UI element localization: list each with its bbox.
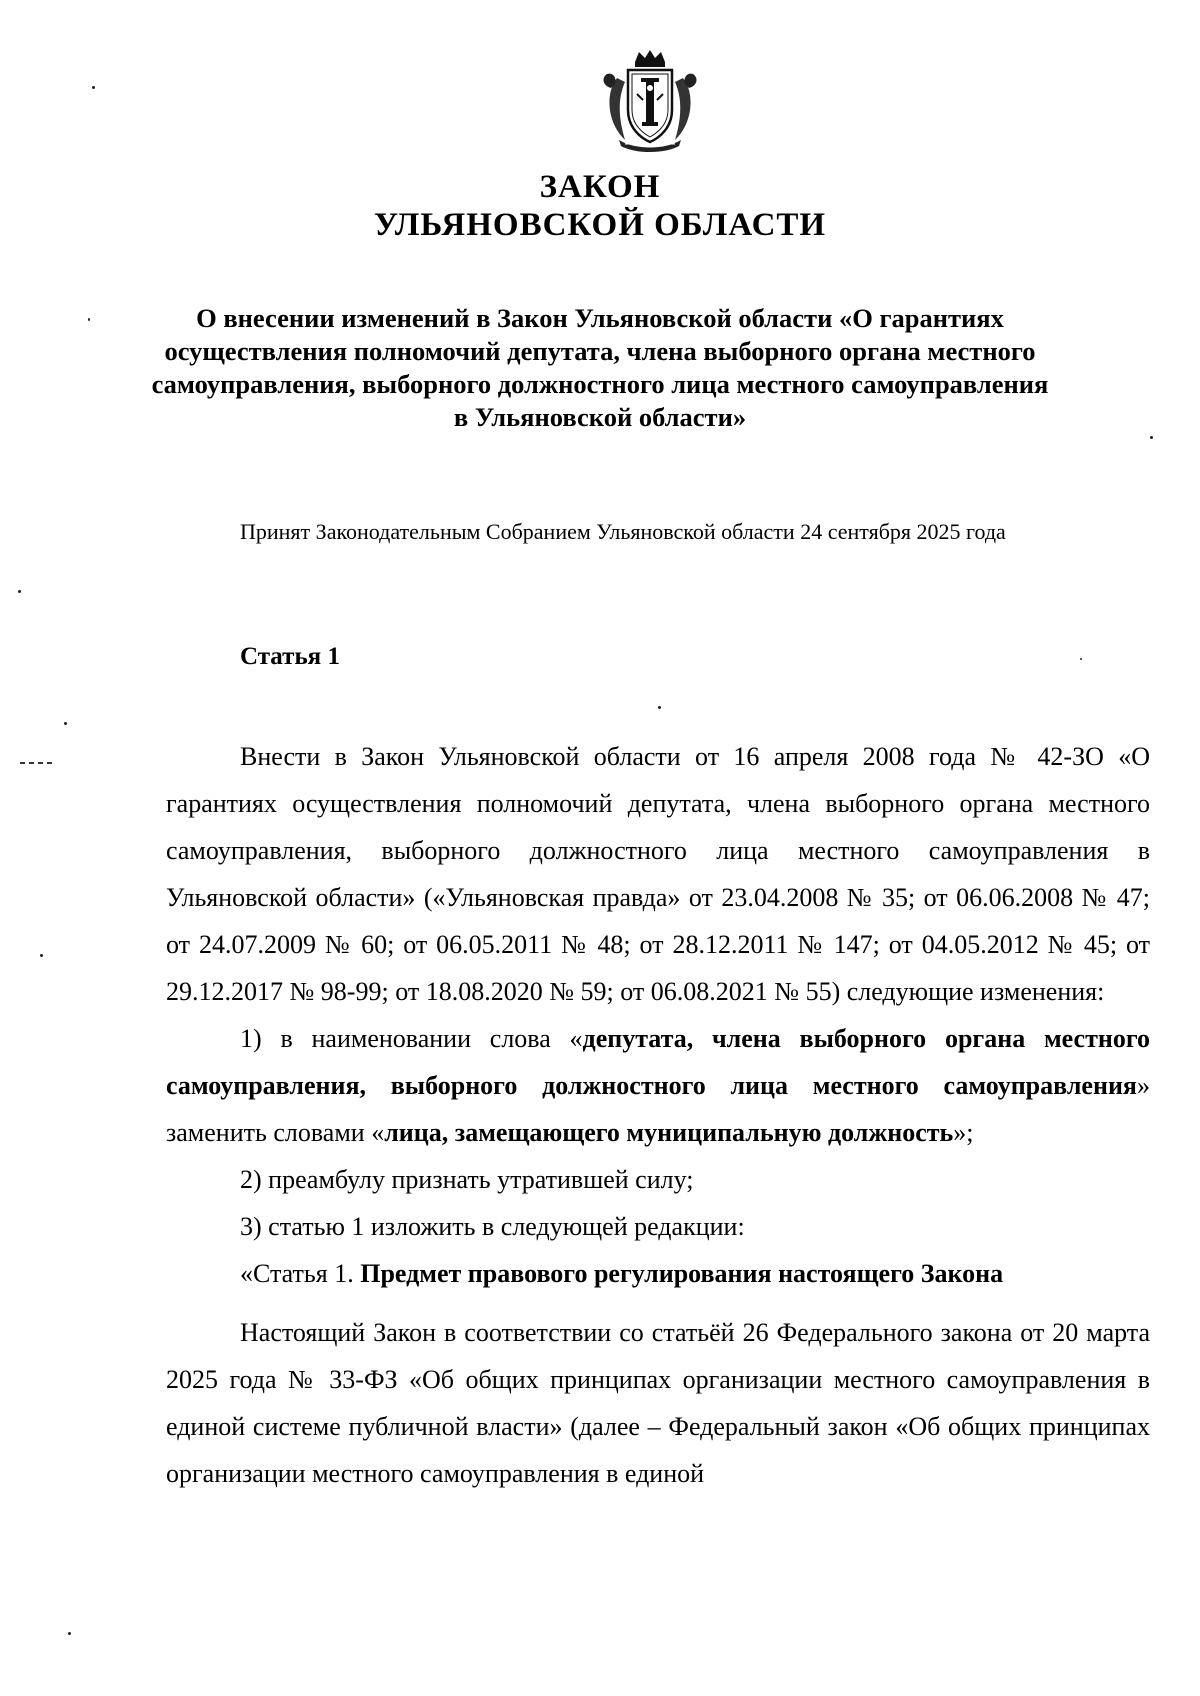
article-intro-paragraph: Внести в Закон Ульяновской области от 16 апреля 2008 года № 42-ЗО «О гарантиях осуществления полномочий депутата, члена выборного органа местного самоуправления, выборного должностного лица местного самоуправления в Ульяновской области» («Ульяновская правда» от 23.04.2008 № 35; от 06.06.2008 № 47; от 24.07.2009 № 60; от 06.05.2011 № 48; от 28.12.2011 № 147; от 04.05.2012 № 45; от 29.12.2017 № 98-99; от 18.08.2020 № 59; от 06.08.2021 № 55) следующие изменения:: [166, 742, 1150, 1006]
scan-speck: [92, 86, 95, 89]
amendment-item-3: 3) статью 1 изложить в следующей редакции:: [240, 1212, 745, 1241]
amendment-item-2: 2) преамбулу признать утратившей силу;: [240, 1165, 694, 1194]
article-heading: Статья 1: [240, 643, 340, 670]
item1-old-words: депутата, члена выборного органа местного самоуправления, выборного должностного лица местного самоуправления: [166, 1024, 1150, 1100]
scan-speck: [64, 722, 67, 725]
scan-speck: [20, 762, 54, 764]
item1-prefix: 1) в наименовании слова «: [240, 1024, 583, 1053]
scan-speck: [658, 706, 661, 709]
coat-of-arms-emblem: [595, 48, 705, 158]
article-body: [166, 733, 1150, 1497]
quoted-article-heading: [166, 1250, 1150, 1297]
document-title-line1: ЗАКОН: [539, 169, 661, 205]
quoted-article-body: Настоящий Закон в соответствии со статьёй 26 Федерального закона от 20 марта 2025 года № 33-ФЗ «Об общих принципах организации местного самоуправления в единой системе публичной власти» (далее – Федеральный закон «Об общих принципах организации местного самоуправления в единой: [166, 1318, 1150, 1488]
quoted-heading-prefix: «Статья 1.: [240, 1259, 361, 1288]
scan-speck: [1150, 436, 1153, 439]
item1-suffix: »;: [953, 1118, 974, 1147]
item1-new-words: лица, замещающего муниципальную должность: [384, 1118, 954, 1147]
quoted-heading-title: Предмет правового регулирования настоящего Закона: [360, 1259, 1004, 1288]
scan-speck: [18, 590, 21, 593]
scan-speck: [40, 954, 43, 957]
adoption-note: Принят Законодательным Собранием Ульяновской области 24 сентября 2025 года: [240, 519, 1006, 544]
scan-speck: [88, 318, 90, 321]
amendment-item-1: [166, 1015, 1150, 1156]
scan-speck: [68, 1632, 71, 1635]
item1-middle: » заменить словами «: [166, 1071, 1150, 1147]
document-title-line2: УЛЬЯНОВСКОЙ ОБЛАСТИ: [373, 207, 827, 243]
law-subject-title: О внесении изменений в Закон Ульяновской области «О гарантиях осуществления полномочий депутата, члена выборного органа местного самоуправления, выборного должностного лица местного самоуправления в Ульяновской области»: [151, 303, 1049, 432]
scan-speck: [1080, 658, 1082, 660]
